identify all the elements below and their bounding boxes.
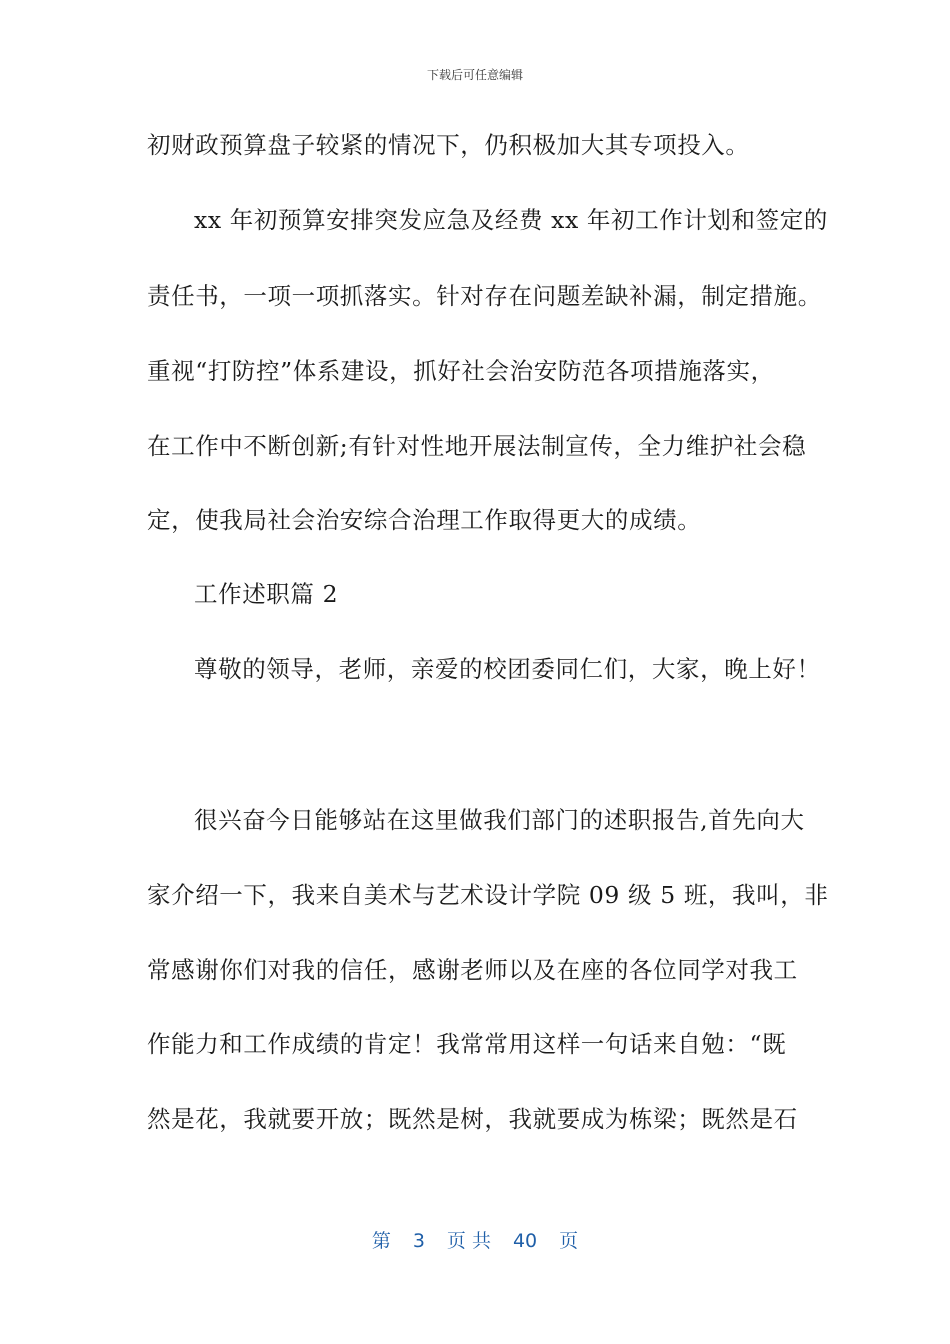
text-line: 初财政预算盘子较紧的情况下，仍积极加大其专项投入。: [147, 131, 750, 159]
text-line: 然是花，我就要开放；既然是树，我就要成为栋梁；既然是石: [147, 1105, 798, 1133]
text-line: 家介绍一下，我来自美术与艺术设计学院 09 级 5 班，我叫，非: [147, 881, 829, 909]
text-line: xx 年初预算安排突发应急及经费 xx 年初工作计划和签定的: [194, 206, 828, 234]
text-line: 很兴奋今日能够站在这里做我们部门的述职报告,首先向大: [194, 806, 805, 834]
footer-prefix: 第: [371, 1230, 391, 1252]
text-line: 常感谢你们对我的信任，感谢老师以及在座的各位同学对我工: [147, 956, 798, 984]
page-header: 下载后可任意编辑: [426, 68, 523, 82]
text-line: 作能力和工作成绩的肯定！我常常用这样一句话来自勉：“既: [147, 1030, 787, 1058]
text-line: 重视“打防控”体系建设，抓好社会治安防范各项措施落实，: [147, 357, 775, 385]
footer-total-pages: 40: [512, 1230, 538, 1252]
footer-page-number: 3: [412, 1230, 425, 1252]
text-line: 在工作中不断创新;有针对性地开展法制宣传，全力维护社会稳: [147, 432, 807, 460]
text-line: 尊敬的领导，老师，亲爱的校团委同仁们，大家，晚上好！: [194, 655, 821, 683]
page-footer: [0, 1226, 950, 1253]
text-line: 定，使我局社会治安综合治理工作取得更大的成绩。: [147, 506, 702, 534]
text-line: 责任书，一项一项抓落实。针对存在问题差缺补漏，制定措施。: [147, 282, 822, 310]
footer-suffix: 页: [559, 1230, 579, 1252]
section-heading: 工作述职篇 2: [194, 580, 339, 608]
footer-middle: 页 共: [446, 1230, 491, 1252]
